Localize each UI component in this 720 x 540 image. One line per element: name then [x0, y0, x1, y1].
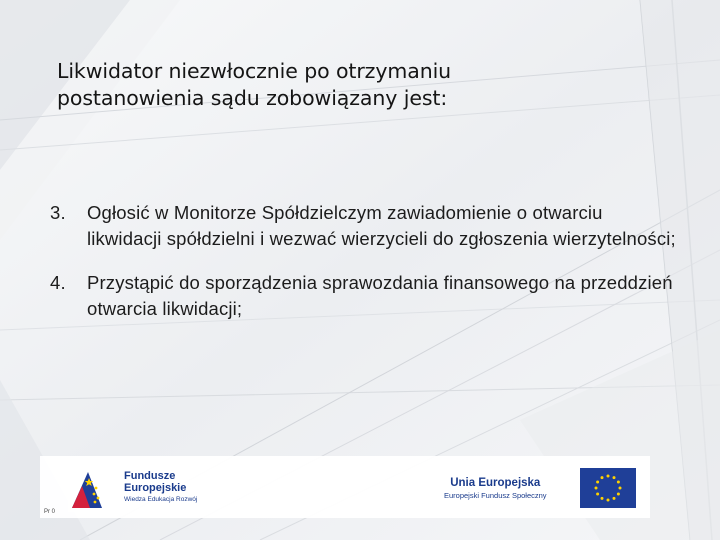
eu-star-icon: [601, 497, 604, 500]
list-item: [50, 200, 690, 252]
eu-star-icon: [619, 487, 622, 490]
fundusze-europejskie-text: [124, 470, 197, 506]
list-item-number: 4.: [50, 272, 66, 293]
eu-star-icon: [607, 499, 610, 502]
list-item: [50, 270, 690, 322]
eu-star-icon: [596, 493, 599, 496]
title-line-2: postanowienia sądu zobowiązany jest:: [57, 86, 448, 110]
fe-logo-line-3: Wiedza Edukacja Rozwój: [124, 496, 198, 503]
title-line-1: Likwidator niezwłocznie po otrzymaniu: [57, 59, 452, 83]
page-label: Pr 0: [44, 509, 56, 515]
eu-star-icon: [617, 493, 620, 496]
fe-logo-line-2: Europejskie: [124, 482, 187, 494]
eu-star-icon: [596, 481, 599, 484]
slide-title: [57, 58, 657, 112]
eu-logo-line-1: Unia Europejska: [450, 477, 541, 489]
list-item-number: 3.: [50, 202, 66, 223]
eu-star-icon: [595, 487, 598, 490]
fe-logo-line-1: Fundusze: [124, 470, 176, 482]
eu-star-icon: [613, 497, 616, 500]
eu-logo-line-2: Europejski Fundusz Społeczny: [444, 491, 547, 500]
eu-star-icon: [607, 475, 610, 478]
list-item-text: Przystąpić do sporządzenia sprawozdania finansowego na przeddzień otwarcia likwidacji;: [87, 272, 673, 319]
eu-flag-icon: [580, 468, 636, 508]
list-item-text: Ogłosić w Monitorze Spółdzielczym zawiadomienie o otwarciu likwidacji spółdzielni i wezwać wierzycieli do zgłoszenia wierzytelności;: [87, 202, 676, 249]
unia-europejska-text: [444, 476, 547, 502]
fundusze-europejskie-logo: [62, 462, 212, 514]
eu-star-icon: [617, 481, 620, 484]
funding-logo-bar: [40, 456, 650, 518]
eu-star-icon: [601, 476, 604, 479]
fundusze-europejskie-icon: [68, 466, 106, 512]
eu-star-icon: [613, 476, 616, 479]
numbered-list: [50, 200, 690, 340]
